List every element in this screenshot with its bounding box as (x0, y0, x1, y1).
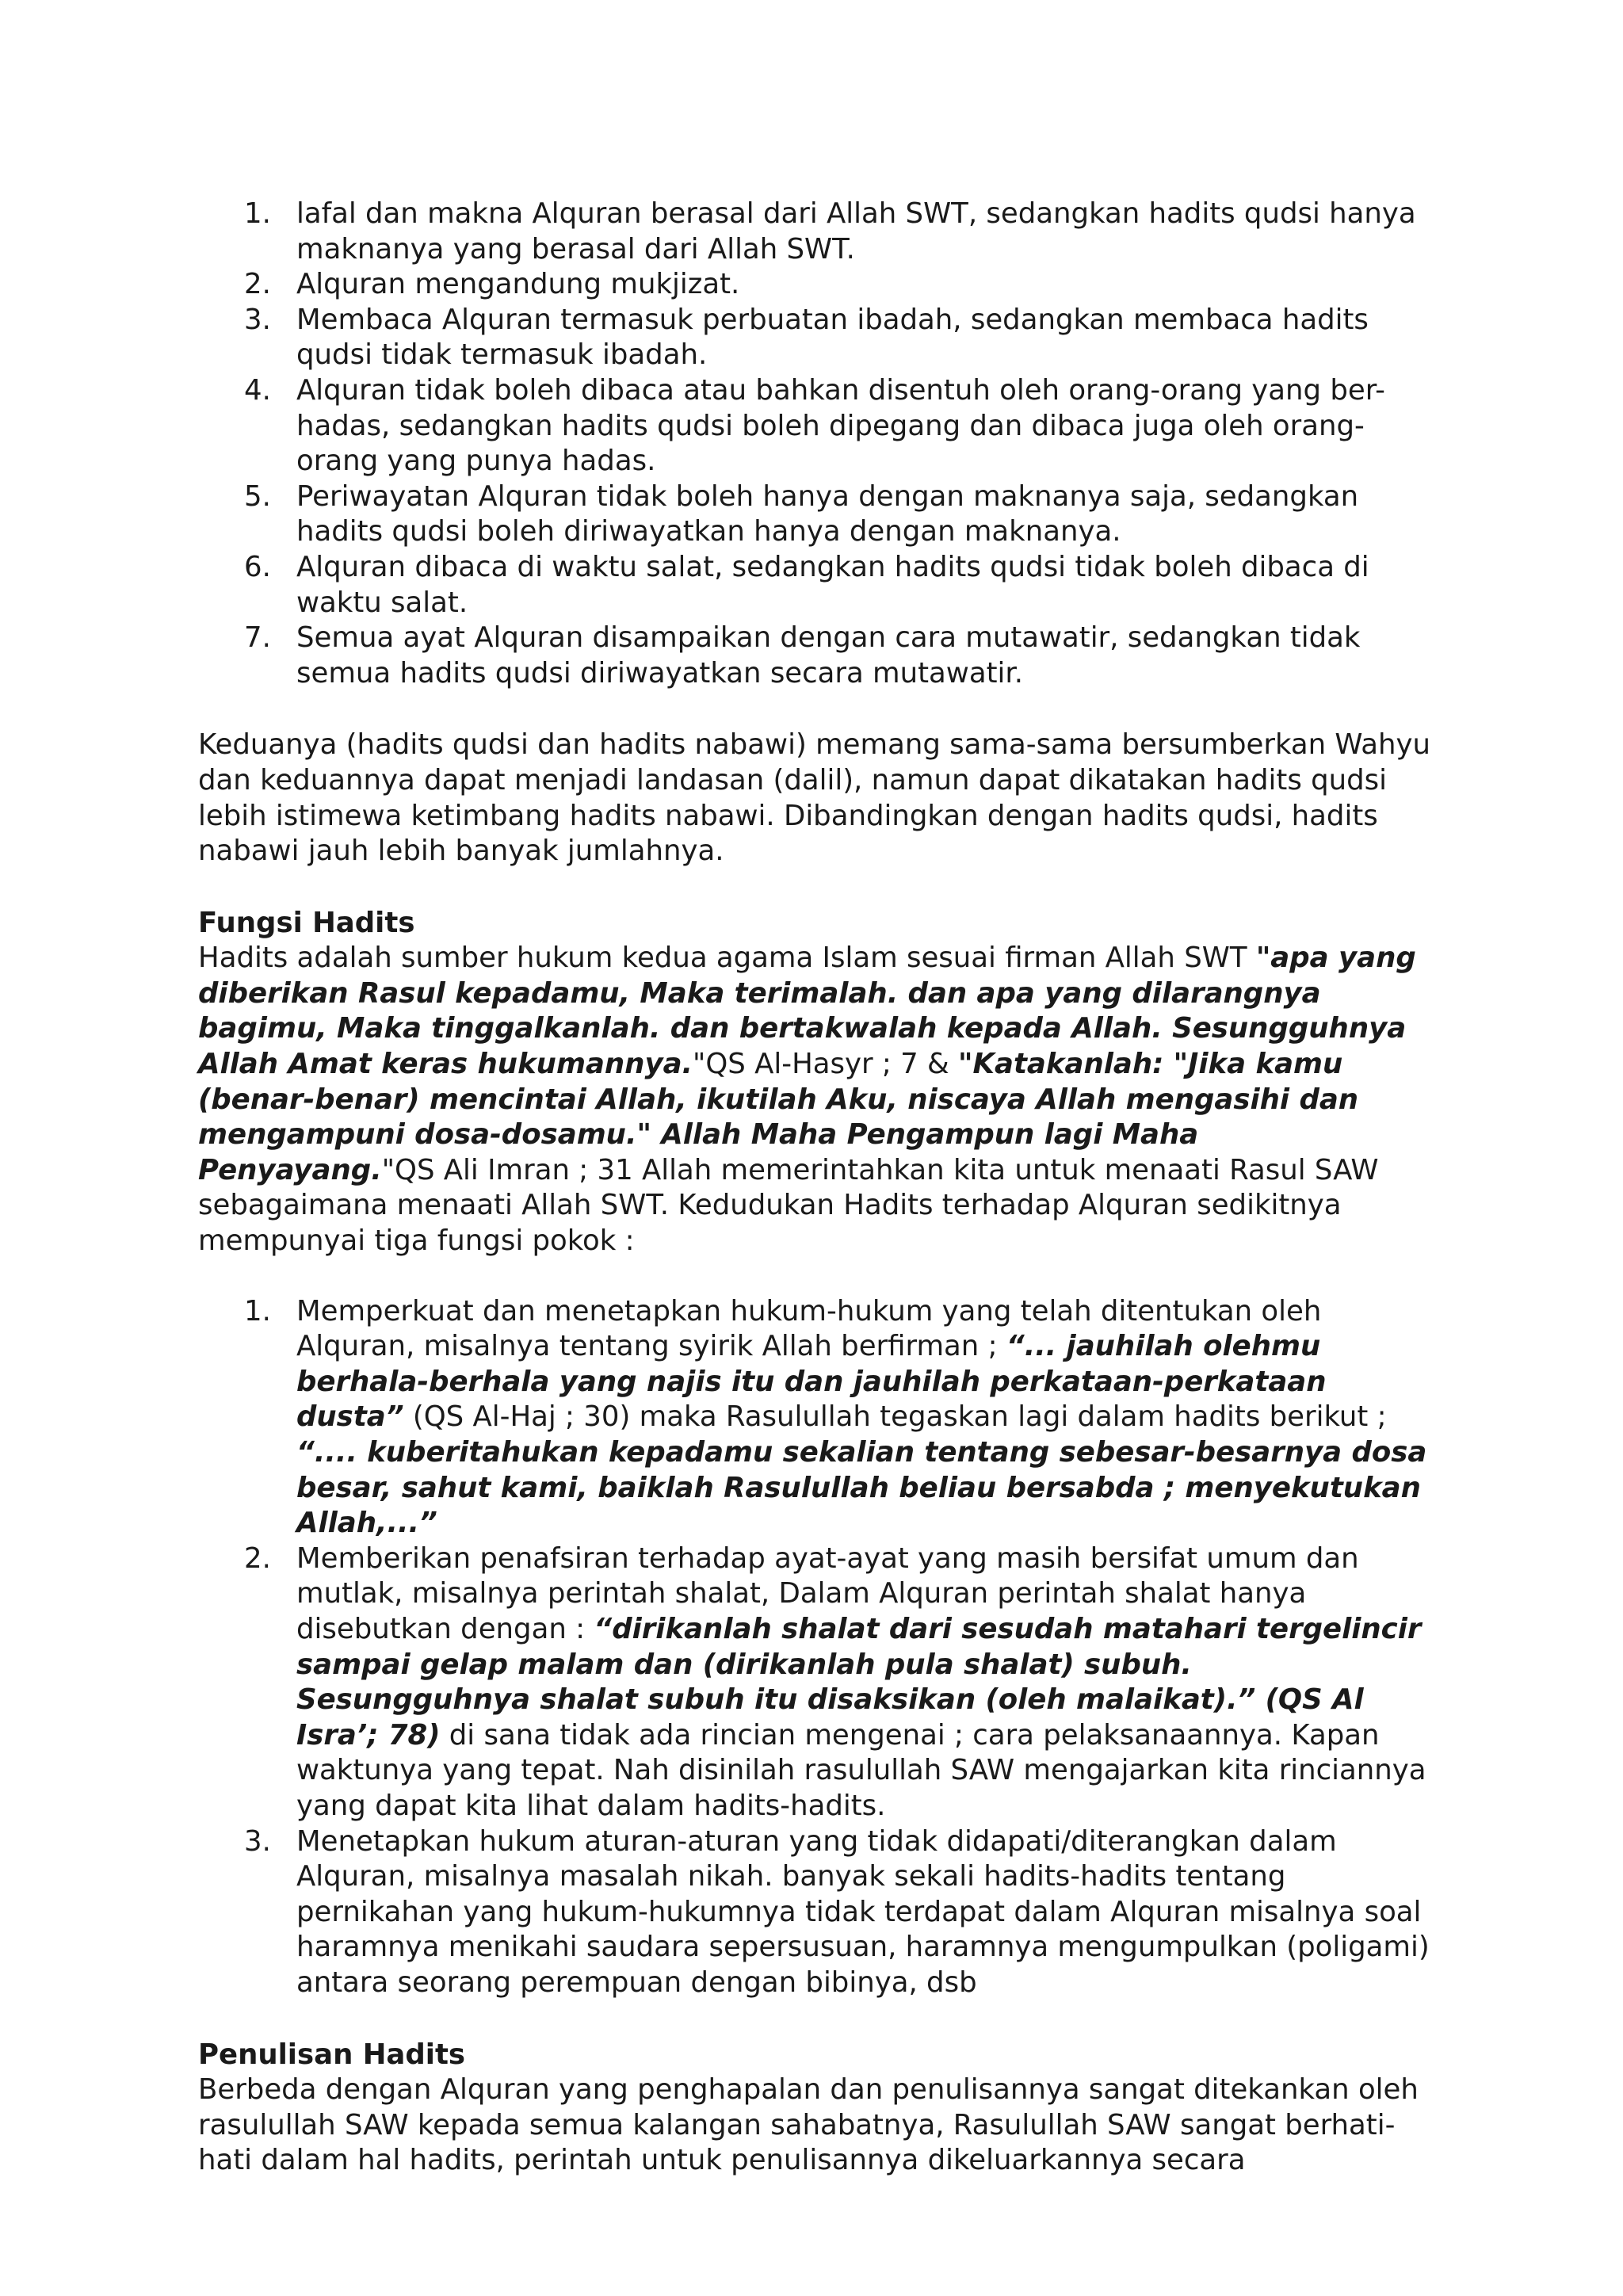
list-item (198, 1824, 1434, 2001)
quran-vs-qudsi-list (198, 197, 1434, 691)
paragraph-penulisan: Berbeda dengan Alquran yang penghapalan dan penulisannya sangat ditekankan oleh rasulullah SAW kepada semua kalangan sahabatnya, Rasulullah SAW sangat berhati-hati dalam hal hadits, perintah untuk penulisannya dikeluarkannya secara (198, 2073, 1419, 2177)
paragraph-keduanya: Keduanya (hadits qudsi dan hadits nabawi) memang sama-sama bersumberkan Wahyu dan keduannya dapat menjadi landasan (dalil), namun dapat dikatakan hadits qudsi lebih istimewa ketimbang hadits nabawi. Dibandingkan dengan hadits qudsi, hadits nabawi jauh lebih banyak jumlahnya. (198, 728, 1431, 868)
list-item (198, 550, 1434, 621)
list-number: 6. (244, 550, 271, 583)
list-item (198, 1294, 1434, 1541)
list-number: 7. (244, 621, 271, 655)
list-item-text: Membaca Alquran termasuk perbuatan ibadah, sedangkan membaca hadits qudsi tidak termasuk ibadah. (296, 303, 1369, 372)
list-item (198, 303, 1434, 373)
list-number: 2. (244, 1541, 271, 1575)
list-item-line: orang yang punya hadas. (296, 445, 656, 478)
quote-hadits-dosa-besar: “.... kuberitahukan kepadamu sekalian tentang sebesar-besarnya dosa besar, sahut kami, baiklah Rasulullah beliau bersabda ; menyekutukan Allah,...” (296, 1436, 1427, 1540)
reference-ali-imran: "QS Ali Imran ; 31 Allah memerintahkan kita untuk menaati Rasul SAW sebagaimana menaati Allah SWT. Kedudukan Hadits terhadap Alquran sedikitnya mempunyai tiga fungsi pokok : (198, 1153, 1379, 1258)
section-title-penulisan-hadits: Penulisan Hadits (198, 2038, 466, 2071)
spacer (198, 1259, 1434, 1294)
list-item-text: Memberikan penafsiran terhadap ayat-ayat yang masih bersifat umum dan mutlak, misalnya perintah shalat, Dalam Alquran perintah shalat hanya disebutkan dengan : (296, 1541, 1359, 1645)
list-number: 3. (244, 1824, 271, 1858)
paragraph-fungsi-intro (198, 941, 1434, 1259)
list-item (198, 1541, 1434, 1824)
list-number: 4. (244, 373, 271, 407)
list-item-text: (QS Al-Haj ; 30) maka Rasulullah tegaskan lagi dalam hadits berikut ; (403, 1400, 1387, 1434)
list-number: 3. (244, 303, 271, 336)
list-item-text: di sana tidak ada rincian mengenai ; cara pelaksanaannya. Kapan waktunya yang tepat. Nah disinilah rasulullah SAW mengajarkan kita rinciannya yang dapat kita lihat dalam hadits-hadits. (296, 1718, 1426, 1822)
list-item-text: Alquran dibaca di waktu salat, sedangkan hadits qudsi tidak boleh dibaca di waktu salat. (296, 550, 1369, 619)
list-item-text: Periwayatan Alquran tidak boleh hanya dengan maknanya saja, sedangkan hadits qudsi boleh diriwayatkan hanya dengan maknanya. (296, 479, 1359, 548)
intro-text: Hadits adalah sumber hukum kedua agama Islam sesuai firman Allah SWT (198, 942, 1256, 975)
quote-al-haj: “... jauhilah olehmu berhala-berhala yang najis itu dan jauhilah perkataan-perkataan dusta” (296, 1330, 1327, 1434)
document-page (198, 197, 1434, 2179)
list-number: 2. (244, 268, 271, 301)
section-title-fungsi-hadits: Fungsi Hadits (198, 906, 415, 939)
list-item-line: Alquran tidak boleh dibaca atau bahkan disentuh oleh orang-orang yang ber- (296, 373, 1385, 407)
list-number: 5. (244, 479, 271, 513)
quote-al-hasyr: "apa yang diberikan Rasul kepadamu, Maka terimalah. dan apa yang dilarangnya bagimu, Maka tinggalkanlah. dan bertakwalah kepada Allah. Sesungguhnya Allah Amat keras hukumannya. (198, 942, 1416, 1081)
list-number: 1. (244, 197, 271, 230)
reference-al-hasyr: "QS Al-Hasyr ; 7 & (693, 1048, 958, 1081)
spacer (198, 2001, 1434, 2038)
spacer (198, 869, 1434, 906)
list-item (198, 479, 1434, 550)
fungsi-hadits-list (198, 1294, 1434, 2001)
list-item-text: lafal dan makna Alquran berasal dari Allah SWT, sedangkan hadits qudsi hanya maknanya yang berasal dari Allah SWT. (296, 197, 1416, 266)
list-item (198, 621, 1434, 691)
spacer (198, 691, 1434, 728)
list-item-text: Alquran mengandung mukjizat. (296, 268, 740, 301)
list-item (198, 267, 1434, 303)
list-number: 1. (244, 1294, 271, 1328)
list-item (198, 197, 1434, 267)
list-item-text: Semua ayat Alquran disampaikan dengan cara mutawatir, sedangkan tidak semua hadits qudsi diriwayatkan secara mutawatir. (296, 621, 1361, 690)
list-item-text: Menetapkan hukum aturan-aturan yang tidak didapati/diterangkan dalam Alquran, misalnya masalah nikah. banyak sekali hadits-hadits tentang pernikahan yang hukum-hukumnya tidak terdapat dalam Alquran misalnya soal haramnya menikahi saudara sepersusuan, haramnya mengumpulkan (poligami) antara seorang perempuan dengan bibinya, dsb (296, 1824, 1430, 1999)
list-item-text: Memperkuat dan menetapkan hukum-hukum yang telah ditentukan oleh Alquran, misalnya tentang syirik Allah berfirman ; (296, 1294, 1322, 1363)
quote-al-isra: “dirikanlah shalat dari sesudah matahari tergelincir sampai gelap malam dan (dirikanlah pula shalat) subuh. Sesungguhnya shalat subuh itu disaksikan (oleh malaikat).” (QS Al Isra’; 78) (296, 1612, 1422, 1752)
list-item-line: hadas, sedangkan hadits qudsi boleh dipegang dan dibaca juga oleh orang- (296, 409, 1365, 442)
quote-ali-imran: "Katakanlah: "Jika kamu (benar-benar) mencintai Allah, ikutilah Aku, niscaya Allah mengasihi dan mengampuni dosa-dosamu." Allah Maha Pengampun lagi Maha Penyayang. (198, 1048, 1359, 1186)
list-item (198, 373, 1434, 479)
